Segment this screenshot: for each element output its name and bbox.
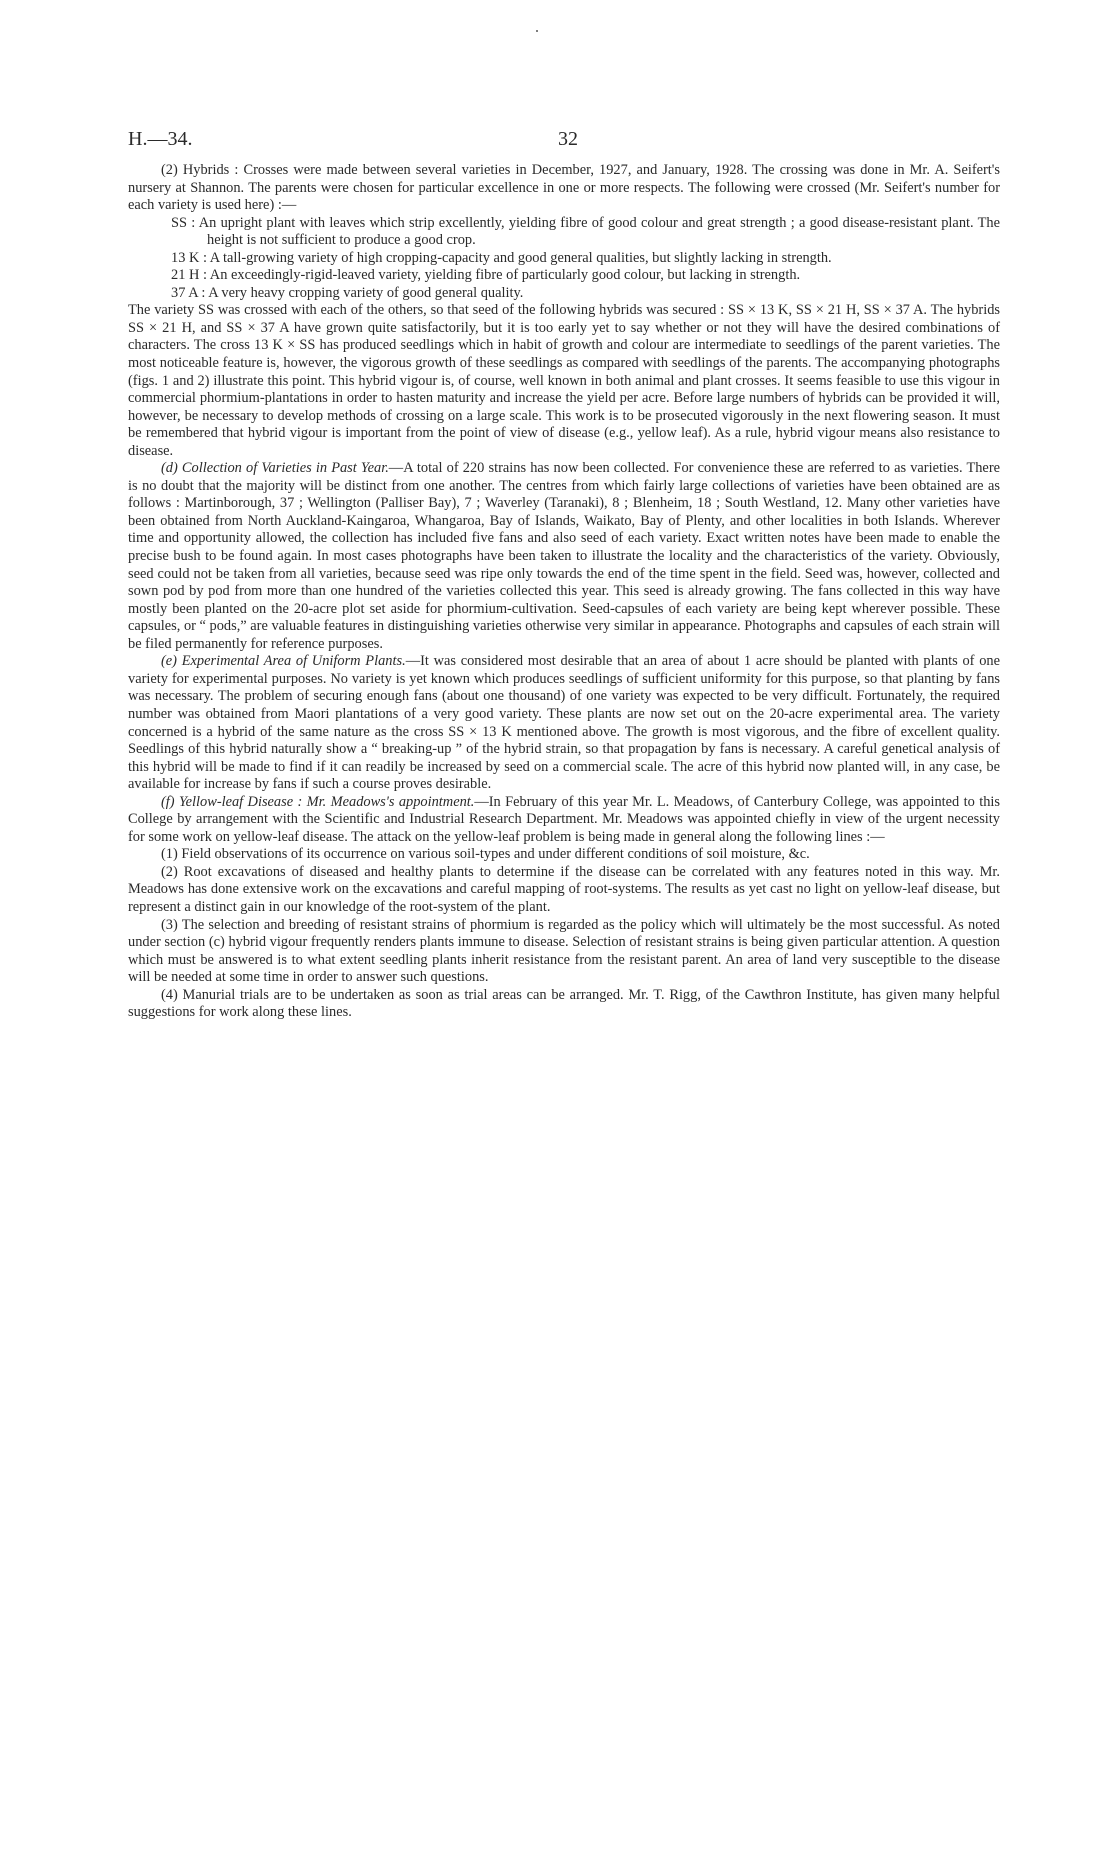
variety-21h (128, 267, 1000, 285)
variety-description: An exceedingly-rigid-leaved variety, yielding fibre of particularly good colour, but lacking in strength. (209, 267, 801, 284)
crossing-results-paragraph: The variety SS was crossed with each of the others, so that seed of the following hybrids was secured : SS × 13 K, SS × 21 H, SS × 37 A. The hybrids SS × 21 H, and SS × 37 A have grown quite satisfactorily, but it is too early yet to say whether or not they will have the desired combinations of characters. The cross 13 K × SS has produced seedlings which in habit of growth and colour are intermediate to seedlings of the parent varieties. The most noticeable feature is, however, the vigorous growth of these seedlings as compared with seedlings of the parents. The accompanying photographs (figs. 1 and 2) illustrate this point. This hybrid vigour is, of course, well known in both animal and plant crosses. It seems feasible to use this vigour in commercial phormium-plantations in order to hasten maturity and increase the yield per acre. Before large numbers of hybrids can be provided it will, however, be necessary to develop methods of crossing on a large scale. This work is to be prosecuted vigorously in the next flowering season. It must be remembered that hybrid vigour is important from the point of view of disease (e.g., yellow leaf). As a rule, hybrid vigour means also resistance to disease. (128, 302, 1000, 459)
variety-description: An upright plant with leaves which strip excellently, yielding fibre of good colour and great strength ; a good disease-resistant plant. The height is not sufficient to produce a good crop. (198, 214, 1000, 249)
section-d-text: —A total of 220 strains has now been collected. For convenience these are referred to as varieties. There is no doubt that the majority will be distinct from one another. The centres from which fairly large collections of varieties have been obtained are as follows : Martinborough, 37 ; Wellington (Palliser Bay), 7 ; Waverley (Taranaki), 8 ; Blenheim, 18 ; South Westland, 12. Many other varieties have been obtained from North Auckland-Kaingaroa, Whangaroa, Bay of Islands, Waikato, Bay of Plenty, and other localities in both Islands. Wherever time and opportunity allowed, the collection has included five fans and also seed of each variety. Exact written notes have been made to enable the precise bush to be found again. In most cases photographs have been taken to illustrate the locality and the characteristics of the variety. Obviously, seed could not be taken from all varieties, because seed was ripe only towards the end of the time spent in the field. Seed was, however, collected and sown pod by pod from more than one hundred of the varieties collected this year. This seed is already growing. The fans collected in this way have mostly been planted on the 20-acre plot set aside for phormium-cultivation. Seed-capsules of each variety are being kept wherever possible. These capsules, or “ pods,” are valuable features in distinguishing varieties otherwise very similar in appearance. Photographs and capsules of each strain will be filed permanently for reference purposes. (128, 460, 1000, 652)
line-item-1: (1) Field observations of its occurrence on various soil-types and under different conditions of soil moisture, &c. (161, 846, 810, 863)
variety-description: A very heavy cropping variety of good general quality. (208, 284, 524, 301)
section-f-paragraph (128, 794, 1000, 847)
section-e-text: —It was considered most desirable that an area of about 1 acre should be planted with plants of one variety for experimental purposes. No variety is yet known which produces seedlings of sufficient uniformity for this purpose, so that planting by fans was necessary. The problem of securing enough fans (about one thousand) of one variety was expected to be very difficult. Fortunately, the required number was obtained from Maori plantations of a very good variety. These plants are now set out on the 20-acre experimental area. The variety concerned is a hybrid of the same nature as the cross SS × 13 K mentioned above. The growth is most vigorous, and the fibre of excellent quality. Seedlings of this hybrid naturally show a “ breaking-up ” of the hybrid strain, so that propagation by fans is necessary. A careful genetical analysis of this hybrid will be made to find if it can readily be increased by seed on a commercial scale. The acre of this hybrid now planted will, in any case, be available for increase by fans if such a course proves desirable. (128, 653, 1000, 793)
body-text (128, 162, 1000, 1022)
section-e-heading: (e) Experimental Area of Uniform Plants. (161, 653, 406, 670)
section-d-paragraph (128, 460, 1000, 653)
line-item-4: (4) Manurial trials are to be undertaken as soon as trial areas can be arranged. Mr. T. Rigg, of the Cawthron Institute, has given many helpful suggestions for work along these lines. (128, 986, 1000, 1021)
section-d-heading: (d) Collection of Varieties in Past Year. (161, 460, 389, 477)
line-item-3: (3) The selection and breeding of resistant strains of phormium is regarded as the policy which will ultimately be the most successful. As noted under section (c) hybrid vigour frequently renders plants immune to disease. Selection of resistant strains is being given particular attention. A question which must be answered is to what extent seedling plants inherit resistance from the resistant parent. An area of land very susceptible to the disease will be needed at some time in order to answer such questions. (128, 916, 1000, 986)
report-reference: H.—34. (128, 128, 193, 150)
variety-code: 21 H : (171, 267, 207, 284)
section-f-heading: (f) Yellow-leaf Disease : Mr. Meadows's appointment. (161, 793, 475, 810)
variety-code: 13 K : (171, 249, 207, 266)
page-number: 32 (558, 128, 578, 150)
variety-ss (128, 215, 1000, 250)
variety-13k (128, 250, 1000, 268)
line-item-2: (2) Root excavations of diseased and healthy plants to determine if the disease can be correlated with any features noted in this way. Mr. Meadows has done extensive work on the excavations and careful mapping of root-systems. The results as yet cast no light on yellow-leaf disease, but represent a distinct gain in our knowledge of the root-system of the plant. (128, 863, 1000, 915)
section-e-paragraph (128, 653, 1000, 793)
section-f-text: —In February of this year Mr. L. Meadows, of Canterbury College, was appointed to this College by arrangement with the Scientific and Industrial Research Department. Mr. Meadows was appointed chiefly in view of the urgent necessity for some work on yellow-leaf disease. The attack on the yellow-leaf problem is being made in general along the following lines :— (128, 793, 1000, 845)
hybrids-intro-paragraph: (2) Hybrids : Crosses were made between several varieties in December, 1927, and January, 1928. The crossing was done in Mr. A. Seifert's nursery at Shannon. The parents were chosen for particular excellence in one or more respects. The following were crossed (Mr. Seifert's number for each variety is used here) :— (128, 162, 1000, 214)
variety-code: 37 A : (171, 284, 206, 301)
scan-speck (536, 30, 538, 32)
variety-code: SS : (171, 214, 196, 231)
variety-37a (128, 285, 1000, 303)
document-page (128, 124, 1000, 1022)
page-header (128, 124, 1000, 162)
variety-description: A tall-growing variety of high cropping-capacity and good general qualities, but slightly lacking in strength. (209, 249, 832, 266)
